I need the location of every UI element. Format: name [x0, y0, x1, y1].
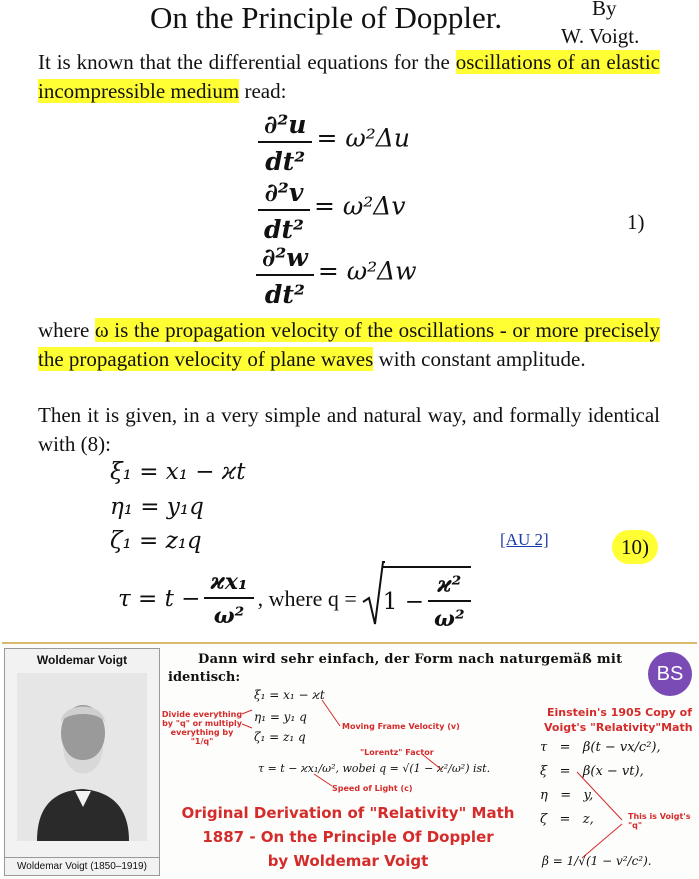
then-paragraph: Then it is given, in a very simple and natural way, and formally identical with (8):	[38, 403, 660, 456]
where-q: , where q =	[257, 586, 357, 611]
german-eq-tau: τ = t − ϰx₁/ω², wobei q = √(1 − ϰ²/ω²) ist.	[258, 762, 491, 775]
red-title-line2: 1887 - On the Principle Of Doppler	[202, 828, 494, 846]
denominator: ω²	[213, 603, 245, 629]
rhs: z,	[582, 812, 594, 827]
byline-by: By	[592, 0, 617, 20]
transform-eta: η₁ = y₁q	[110, 494, 204, 520]
sqrt-sign-icon	[361, 560, 385, 630]
portrait-caption-bottom: Woldemar Voigt (1850–1919)	[5, 857, 159, 872]
highlighted-velocity: ω is the propagation velocity of the oscillations - or more precisely the propagation velocity of plane waves	[38, 318, 660, 371]
fraction-u	[258, 110, 312, 176]
einstein-row-zeta: ζ = z,	[540, 812, 594, 827]
german-text-line1: Dann wird sehr einfach, der Form nach naturgemäß mit	[198, 652, 623, 667]
byline-author: W. Voigt.	[561, 24, 640, 48]
german-text-line2: identisch:	[168, 670, 241, 685]
note-moving-frame: Moving Frame Velocity (v)	[342, 722, 460, 731]
fraction-w	[256, 243, 314, 309]
note-voigt-q: This is Voigt's "q"	[628, 812, 691, 830]
tau-fraction	[204, 569, 253, 629]
fraction-v	[258, 178, 310, 244]
tau-lhs: τ = t −	[118, 586, 201, 612]
amplitude-text: with constant amplitude.	[373, 347, 586, 371]
rhs: = ω²Δw	[317, 256, 417, 286]
velocity-paragraph	[38, 316, 660, 374]
red-title-line1: Original Derivation of "Relativity" Math	[181, 804, 515, 822]
sqrt-fraction	[428, 572, 471, 632]
einstein-row-xi: ξ = β(x − vt),	[540, 764, 644, 779]
denominator: dt²	[264, 280, 305, 309]
einstein-title-line1: Einstein's 1905 Copy of	[547, 706, 693, 719]
einstein-title-line2: Voigt's "Relativity"Math	[544, 721, 693, 734]
numerator: ϰx₁	[204, 569, 253, 599]
lhs: ξ	[540, 764, 548, 779]
intro-text: It is known that the differential equations for the	[38, 50, 456, 74]
numerator: ∂²u	[258, 110, 312, 143]
tau-equation	[118, 566, 471, 636]
equation-number-1: 1)	[627, 210, 645, 234]
lhs: η	[540, 788, 548, 803]
voigt-infographic	[2, 642, 697, 879]
numerator: ∂²v	[258, 178, 310, 211]
einstein-row-eta: η = y,	[540, 788, 594, 803]
german-eq-eta: η₁ = y₁ q	[254, 710, 307, 724]
einstein-row-tau: τ = β(t − vx/c²),	[540, 740, 661, 755]
intro-paragraph	[38, 48, 660, 106]
rhs: = ω²Δv	[313, 191, 406, 221]
transform-zeta: ζ₁ = z₁q	[110, 528, 202, 554]
page-title: On the Principle of Doppler.	[150, 0, 503, 35]
beta-definition: β = 1/√(1 − v²/c²).	[542, 854, 652, 868]
note-lorentz: "Lorentz" Factor	[360, 748, 434, 757]
portrait-panel	[4, 648, 160, 876]
bs-badge: BS	[648, 652, 692, 696]
lhs: τ	[540, 740, 548, 755]
rhs: y,	[583, 788, 594, 803]
intro-text-end: read:	[239, 79, 287, 103]
sqrt-one: 1 −	[382, 589, 424, 615]
wave-equation-w	[256, 243, 417, 309]
rhs: = ω²Δu	[316, 123, 410, 153]
sqrt-expression	[361, 566, 471, 632]
numerator: ϰ²	[428, 572, 471, 602]
wave-equation-u	[258, 110, 410, 176]
red-title-line3: by Woldemar Voigt	[267, 852, 429, 870]
rhs: β(t − vx/c²),	[582, 740, 661, 755]
wave-equation-v	[258, 178, 405, 244]
au2-link[interactable]: [AU 2]	[500, 530, 549, 549]
denominator: dt²	[264, 215, 304, 244]
highlighted-phrase: oscillations of an elastic incompressible medium	[38, 50, 660, 103]
rhs: β(x − vt),	[582, 764, 644, 779]
where-text: where	[38, 318, 95, 342]
note-speed-of-light: Speed of Light (c)	[332, 784, 413, 793]
lhs: ζ	[540, 812, 548, 827]
denominator: ω²	[434, 606, 465, 632]
note-divide: Divide everything by "q" or multiply everything by "1/q"	[161, 710, 243, 746]
german-eq-zeta: ζ₁ = z₁ q	[254, 730, 306, 744]
portrait-photo	[17, 673, 147, 841]
german-eq-xi: ξ₁ = x₁ − ϰt	[254, 688, 325, 702]
equation-number-10: 10)	[612, 530, 658, 564]
denominator: dt²	[265, 147, 306, 176]
numerator: ∂²w	[256, 243, 314, 276]
transform-xi: ξ₁ = x₁ − ϰt	[110, 459, 246, 485]
portrait-caption-top: Woldemar Voigt	[36, 653, 128, 667]
